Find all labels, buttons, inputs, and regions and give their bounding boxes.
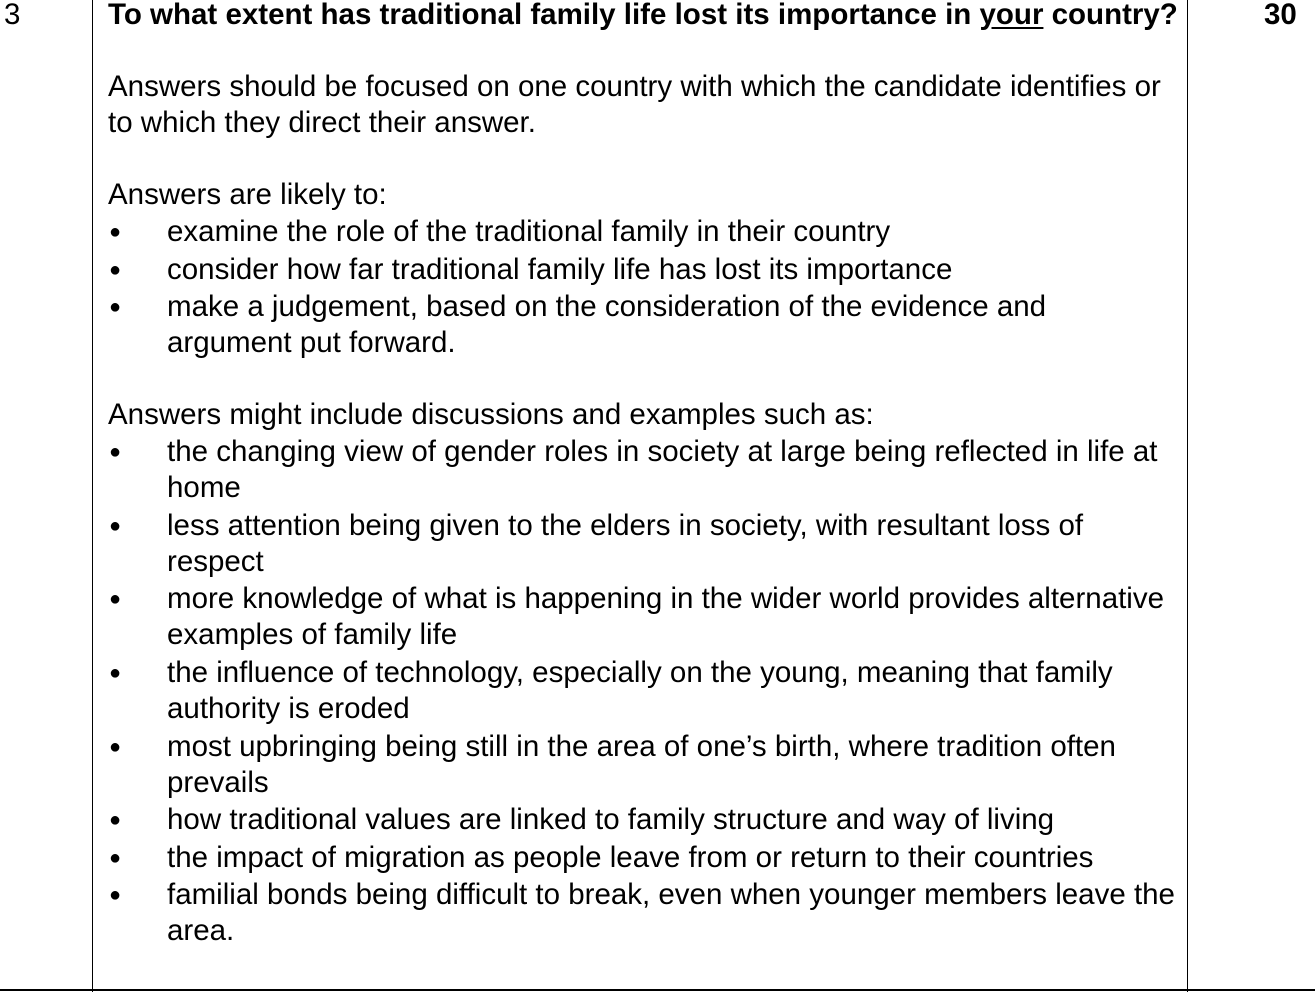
bullet-icon: ● [109,661,122,684]
list-item-text: the influence of technology, especially on the young, meaning that family authority is eroded [167,655,1113,725]
list-item [108,581,1178,653]
list-item [108,252,1178,288]
list-item [108,877,1178,949]
list-item-text: most upbringing being still in the area of one’s birth, where tradition often prevails [167,729,1116,799]
question-content [108,0,1178,951]
bullet-icon: ● [109,221,122,243]
list-item-text: more knowledge of what is happening in the wider world provides alternative examples of family life [167,582,1165,652]
list-item [108,655,1178,727]
list-item-text: how traditional values are linked to family structure and way of living [167,803,1055,837]
bullet-icon: ● [109,588,122,611]
question-text-after: country? [1043,0,1178,31]
likely-list [108,214,1178,361]
list-item [108,508,1178,580]
bullet-icon: ● [109,884,122,907]
question-text-before: To what extent has traditional family life lost its importance in [108,0,980,31]
bullet-icon: ● [109,258,122,281]
list-item [108,289,1178,361]
bullet-icon: ● [109,809,122,832]
list-item [108,434,1178,506]
question-number: 3 [4,0,21,31]
list-item-text: familial bonds being difficult to break, even when younger members leave the area. [167,878,1175,948]
question-text [108,0,1178,33]
list-item-text: make a judgement, based on the consideration of the evidence and argument put forward. [167,290,1047,360]
bullet-icon: ● [109,296,122,319]
examples-list [108,434,1178,949]
list-item [108,729,1178,801]
bullet-icon: ● [109,441,122,464]
column-divider-left [92,0,93,992]
list-item-text: the changing view of gender roles in society at large being reflected in life at home [167,435,1158,505]
column-divider-right [1187,0,1188,992]
list-item-text: consider how far traditional family life has lost its importance [167,252,953,286]
list-item [108,840,1178,876]
list-item [108,214,1178,250]
list-item-text: less attention being given to the elders in society, with resultant loss of respect [167,508,1084,578]
table-bottom-border [0,989,1315,991]
bullet-icon: ● [109,735,122,758]
list-item-text: examine the role of the traditional family in their country [167,215,891,248]
examples-heading: Answers might include discussions and examples such as: [108,398,874,432]
question-underlined-word: your [979,0,1044,31]
bullet-icon: ● [109,846,122,869]
marks-value: 30 [1264,0,1297,31]
likely-heading: Answers are likely to: [108,178,387,211]
bullet-icon: ● [109,514,122,537]
list-item [108,802,1178,838]
focus-note: Answers should be focused on one country with which the candidate identifies or to which they direct their answer. [108,70,1161,139]
list-item-text: the impact of migration as people leave from or return to their countries [167,840,1094,874]
